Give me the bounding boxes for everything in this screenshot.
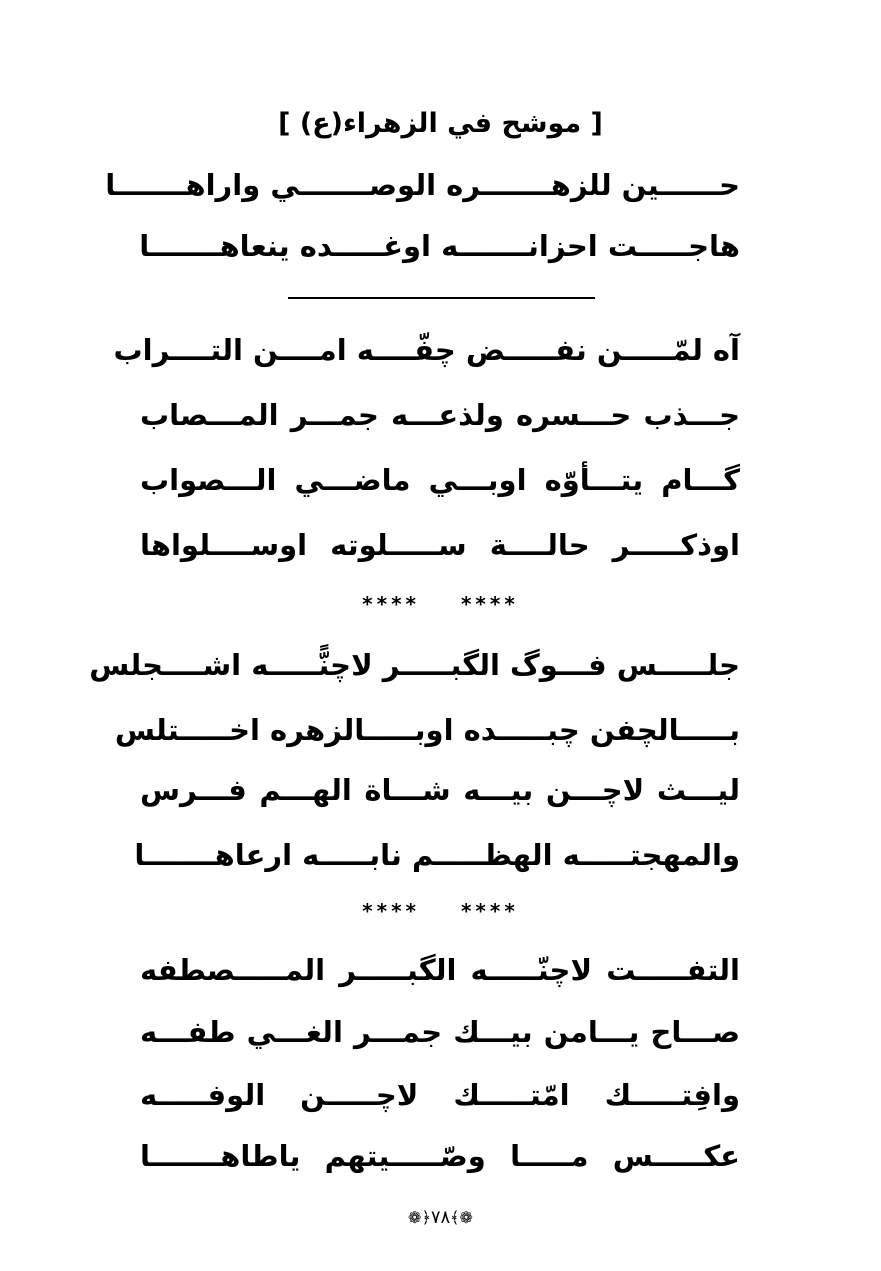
poem-line: هاجـــــت احزانـــــــه اوغـــــده ينعاهـــــــا	[139, 229, 740, 263]
page-number: ٧٨	[430, 1207, 451, 1228]
divider	[288, 297, 595, 299]
floral-ornament-icon: ﴿❁	[408, 1208, 431, 1227]
poem-line: عكـــــس مـــــا وصّـــــيتهم ياطاهـــــــا	[140, 1139, 740, 1173]
poem-line: صـــاح يـــامن بيـــك جمـــر الغـــي طفـــه	[140, 1015, 740, 1049]
poem-line: ليـــث لاچـــن بيـــه شـــاة الهـــم فـــرس	[140, 773, 740, 807]
poem-line: اوذكـــــر حالــــة ســـــلوته اوســــلواها	[140, 528, 740, 562]
poem-line: جـــذب حـــسره ولذعـــه جمـــر المـــصاب	[140, 398, 740, 432]
floral-ornament-icon: ❁﴾	[450, 1208, 473, 1227]
poem-line: گـــام يتـــأوّه اوبـــي ماضـــي الـــصواب	[140, 463, 740, 497]
poem-line: بـــــالچفن چبـــــده اوبـــــالزهره اخـــــتلس	[114, 713, 740, 747]
stanza-separator: **** ****	[362, 592, 519, 616]
poem-line: والمهجتـــــه الهظـــــم نابـــــه ارعاهـــــــا	[134, 838, 740, 872]
poem-line: وافِتـــــك امّتـــــك لاچـــــن الوفـــــه	[140, 1078, 740, 1112]
poem-line: آه لمّـــــن نفـــــض چفّــــه امــــن التــــراب	[113, 333, 740, 367]
poem-line: جلـــــس فـــوگ الگبـــــر لاچنًّـــــه اشــــجلس	[89, 648, 740, 682]
page-number-footer	[0, 1207, 881, 1228]
stanza-separator: **** ****	[362, 899, 519, 923]
poem-line: حــــــين للزهـــــــره الوصـــــــي واراهـــــــا	[105, 168, 740, 202]
poem-line: التفـــــت لاچنّـــــه الگبـــــر المـــــصطفه	[140, 953, 740, 987]
poem-title: [ موشح في الزهراء(ع) ]	[278, 108, 603, 139]
